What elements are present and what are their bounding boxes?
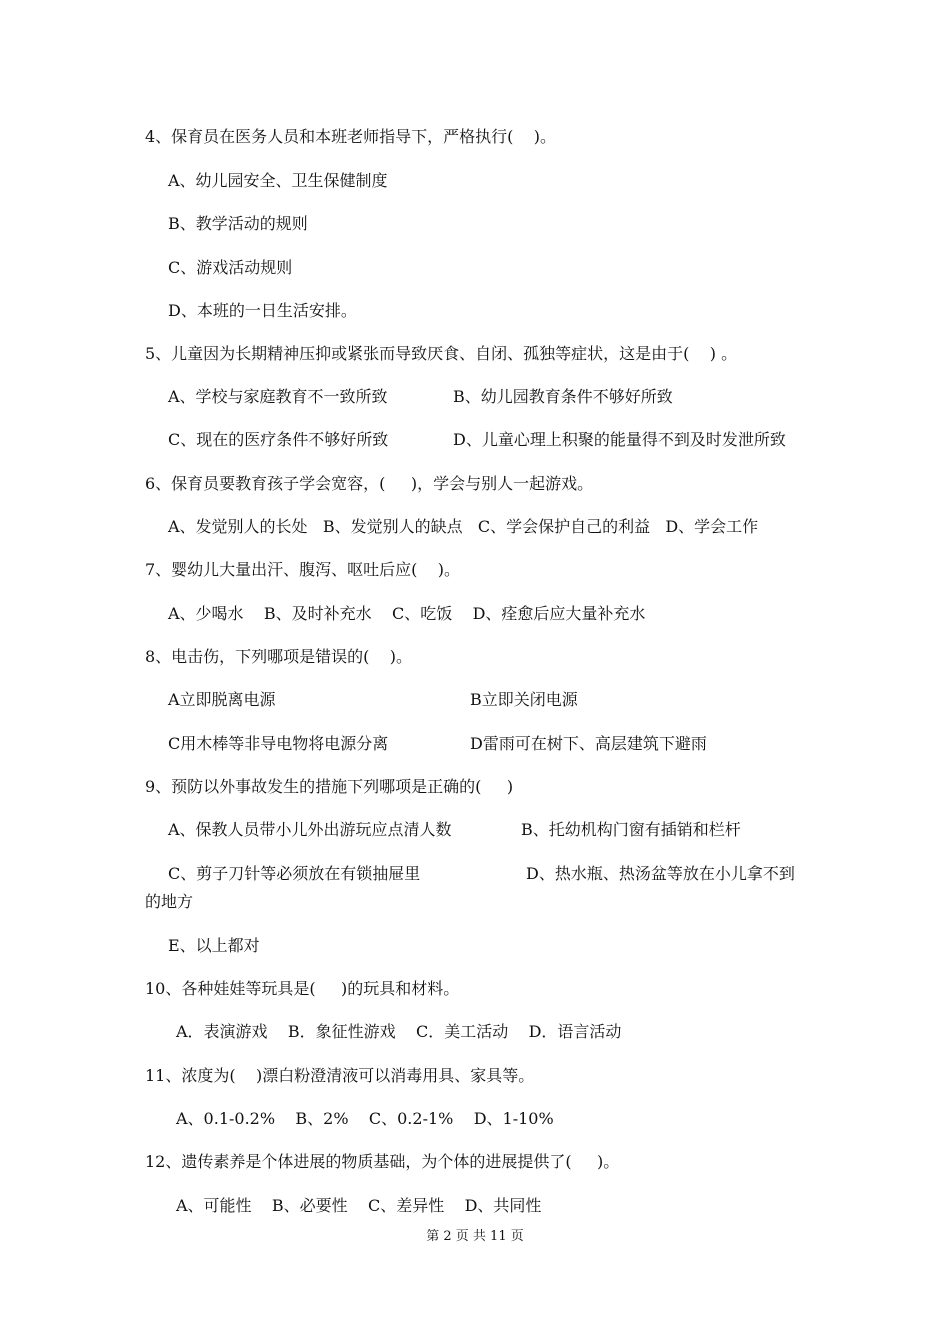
question-11-options: A、0.1-0.2% B、2% C、0.2-1% D、1-10%: [176, 1109, 554, 1128]
page-number-footer: 第 2 页 共 11 页: [426, 1229, 524, 1244]
question-10-stem: 10、各种娃娃等玩具是( )的玩具和材料。: [145, 979, 460, 998]
question-5-option-c: C、现在的医疗条件不够好所致: [168, 430, 389, 449]
question-4-stem: 4、保育员在医务人员和本班老师指导下，严格执行( )。: [145, 127, 557, 146]
question-12-stem: 12、遗传素养是个体进展的物质基础，为个体的进展提供了( )。: [145, 1152, 620, 1171]
question-9-option-b: B、托幼机构门窗有插销和栏杆: [521, 820, 741, 839]
question-8-option-b: B立即关闭电源: [470, 690, 578, 709]
question-5-option-d: D、儿童心理上积聚的能量得不到及时发泄所致: [453, 430, 786, 449]
question-4-option-b: B、教学活动的规则: [168, 214, 308, 233]
question-8-option-d: D雷雨可在树下、高层建筑下避雨: [470, 734, 707, 753]
question-9-option-a: A、保教人员带小儿外出游玩应点清人数: [168, 820, 452, 839]
question-5-option-a: A、学校与家庭教育不一致所致: [168, 387, 388, 406]
question-12-options: A、可能性 B、必要性 C、差异性 D、共同性: [176, 1196, 542, 1215]
question-9-stem: 9、预防以外事故发生的措施下列哪项是正确的( ): [145, 777, 514, 796]
question-9-option-c: C、剪子刀针等必须放在有锁抽屉里: [168, 864, 421, 883]
question-8-option-a: A立即脱离电源: [168, 690, 276, 709]
question-4-option-d: D、本班的一日生活安排。: [168, 301, 357, 320]
question-4-option-a: A、幼儿园安全、卫生保健制度: [168, 171, 388, 190]
question-9-option-e: E、以上都对: [168, 936, 260, 955]
question-6-options: A、发觉别人的长处 B、发觉别人的缺点 C、学会保护自己的利益 D、学会工作: [168, 517, 759, 536]
question-5-option-b: B、幼儿园教育条件不够好所致: [453, 387, 673, 406]
question-10-options: A．表演游戏 B．象征性游戏 C．美工活动 D．语言活动: [176, 1022, 622, 1041]
question-7-options: A、少喝水 B、及时补充水 C、吃饭 D、痊愈后应大量补充水: [168, 604, 646, 623]
question-9-option-d-continued: 的地方: [145, 892, 194, 911]
question-7-stem: 7、婴幼儿大量出汗、腹泻、呕吐后应( )。: [145, 560, 461, 579]
question-8-option-c: C用木棒等非导电物将电源分离: [168, 734, 389, 753]
question-4-option-c: C、游戏活动规则: [168, 258, 293, 277]
question-8-stem: 8、电击伤，下列哪项是错误的( )。: [145, 647, 413, 666]
question-6-stem: 6、保育员要教育孩子学会宽容，( )，学会与别人一起游戏。: [145, 474, 594, 493]
question-5-stem: 5、儿童因为长期精神压抑或紧张而导致厌食、自闭、孤独等症状，这是由于( ) 。: [145, 344, 738, 363]
question-11-stem: 11、浓度为( )漂白粉澄清液可以消毒用具、家具等。: [145, 1066, 535, 1085]
question-9-option-d: D、热水瓶、热汤盆等放在小儿拿不到: [526, 864, 795, 883]
